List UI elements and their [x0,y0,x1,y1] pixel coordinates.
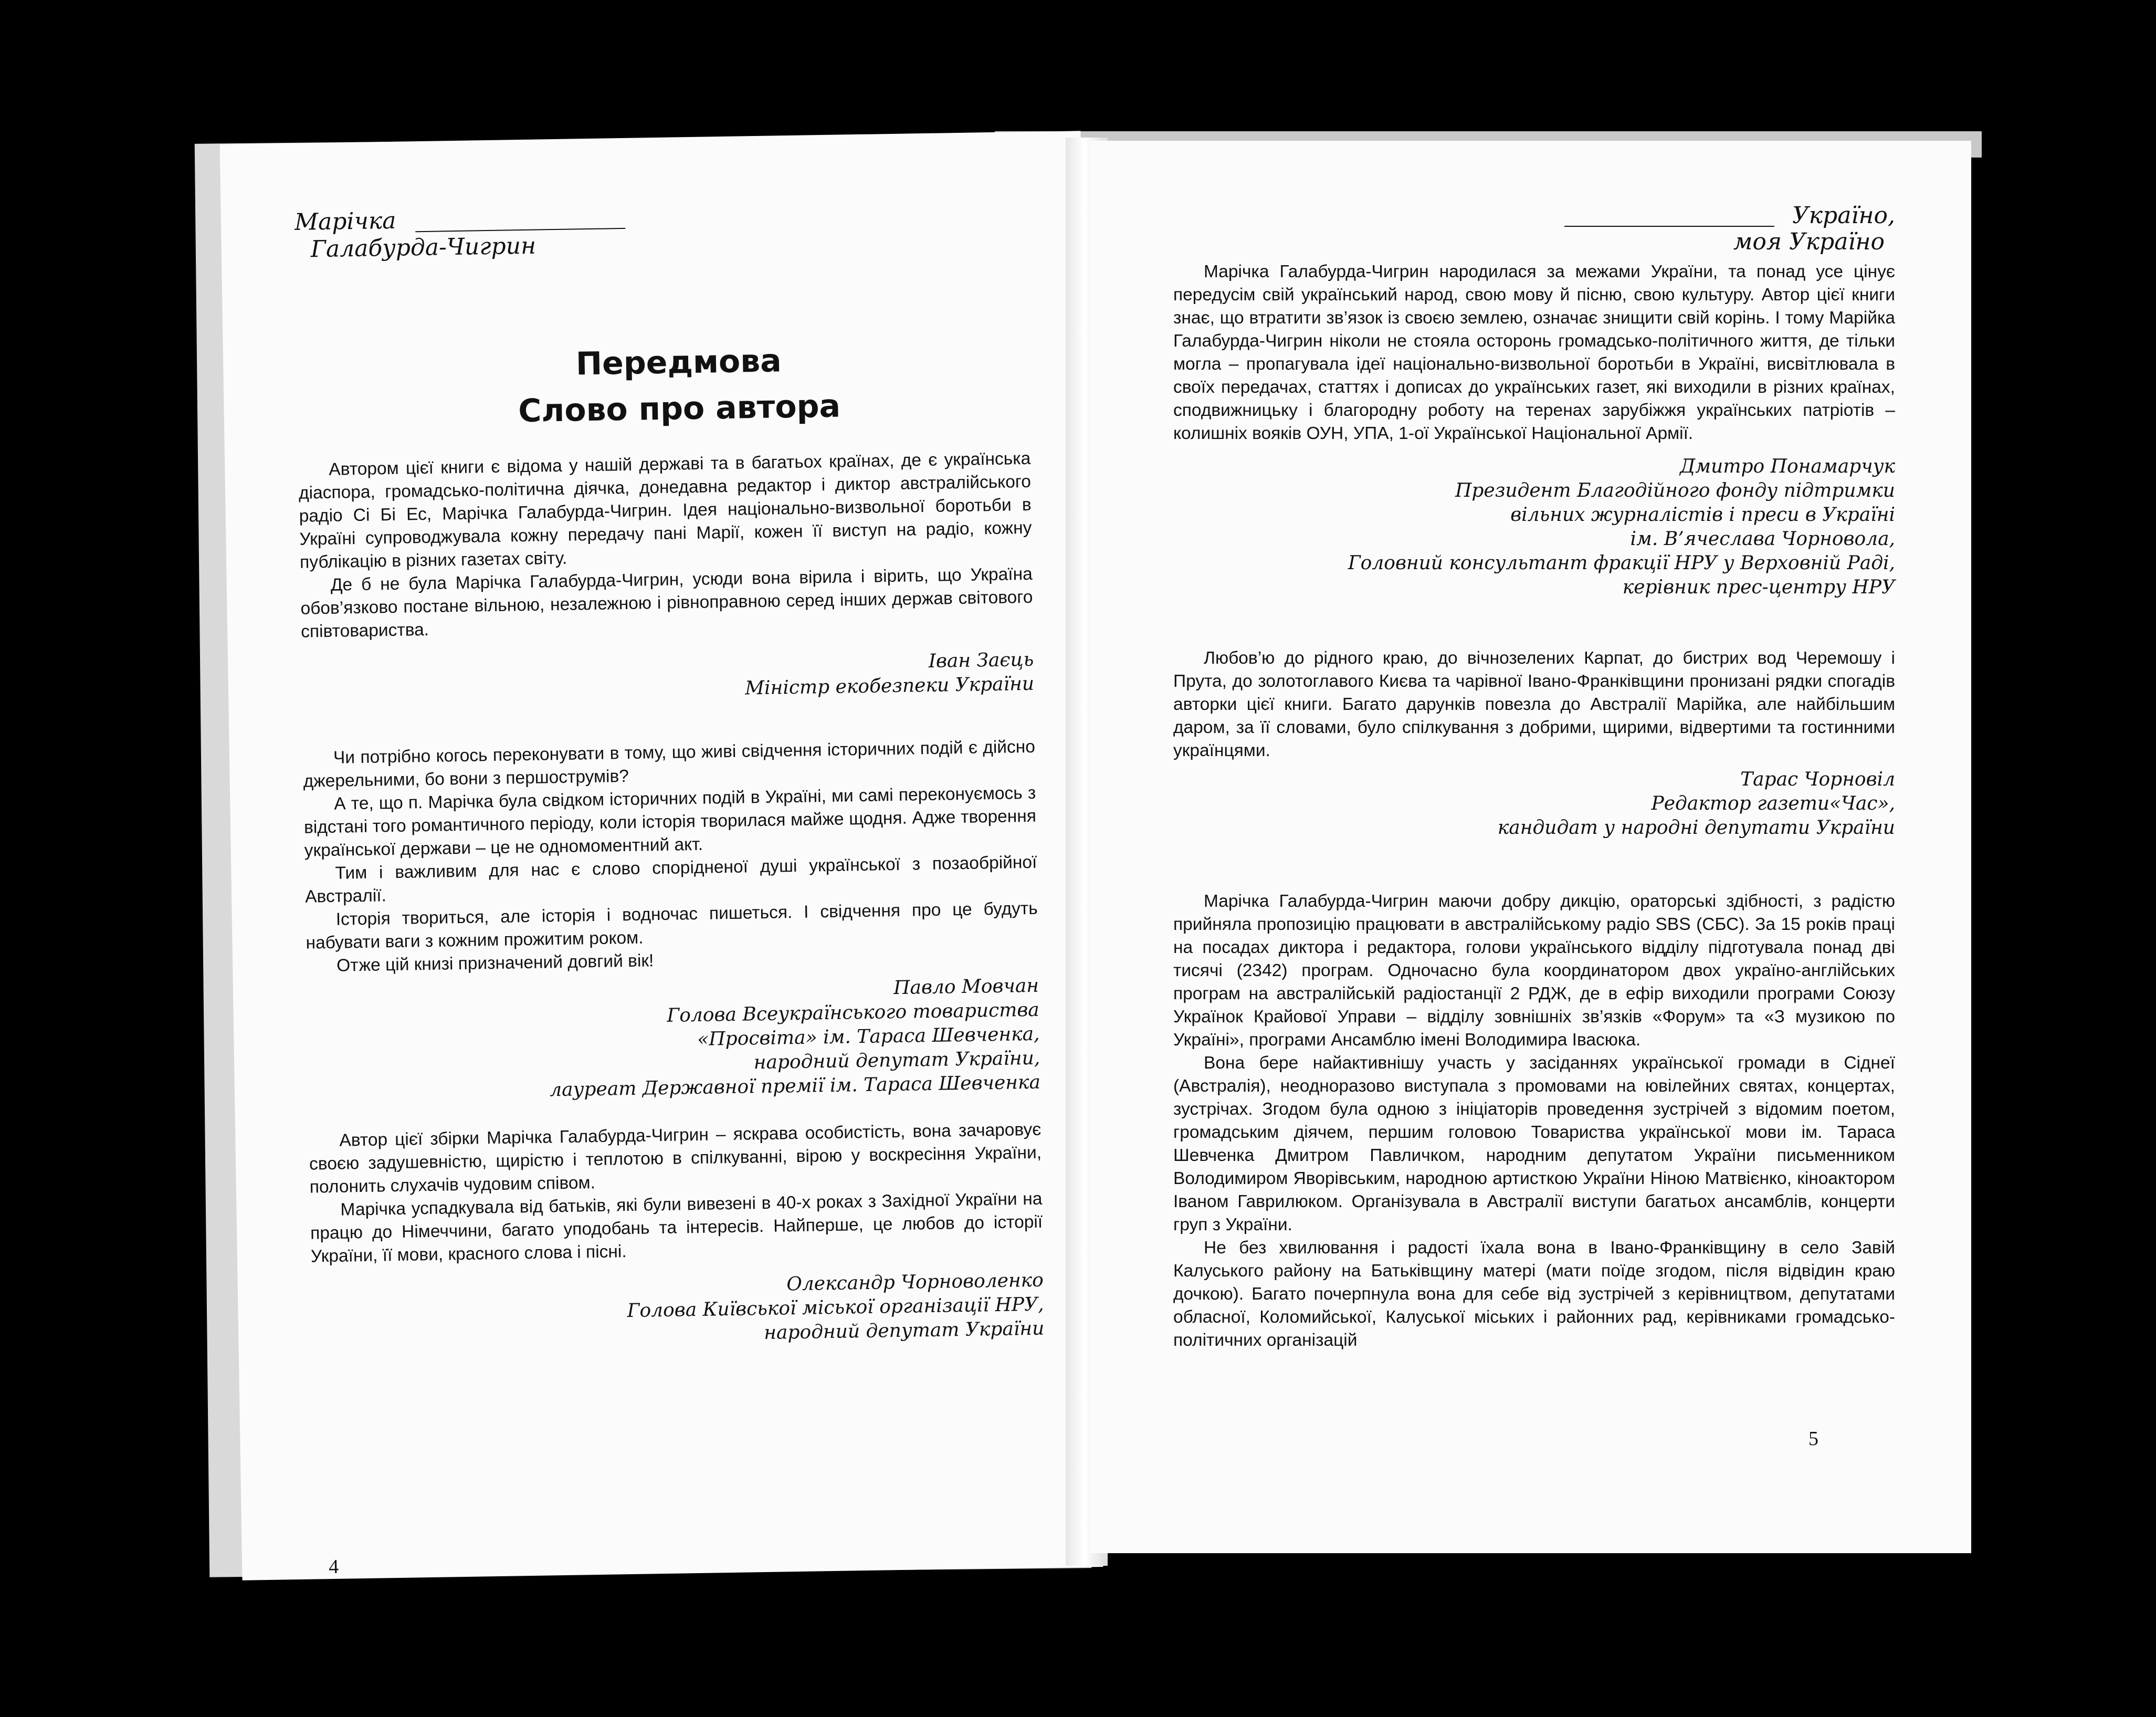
paragraph: Вона бере найактивнішу участь у засіданнях української громади в Сіднеї (Австралія), неодноразово виступала з промовами на ювілейних святах, концертах, зустрічах. Згодом була одною з ініціаторів проведення зустрічей з відомим поетом, громадським діячем, першим головою Товариства української мови ім. Тараса Шевченка Дмитром Павличком, народним депутатом України письменником Володимиром Яворівським, народною артисткою України Ніною Матвієнко, кіноактором Іваном Гаврилюком. Організувала в Австралії виступи багатьох ансамблів, концерти груп з України. [1173,1053,1895,1234]
paragraph: Тим і важливим для нас є слово спорідненої душі української з позаобрійної Австралії. [304,852,1037,907]
paragraph: Марічка Галабурда-Чигрин народилася за межами України, та понад усе цінує передусім свій український народ, свою мову й пісню, свою культуру. Автор цієї книги знає, що втратити зв’язок із своєю землею, означає знищити свій корінь. І тому Марійка Галабурда-Чигрин ніколи не стояла осторонь громадсько-політичного життя, де тільки могла – пропагувала ідеї національно-визвольної боротьби в Україні, висвітлювала в своїх передачах, статтях і дописах до українських газет, які виходили в різних країнах, сподвижницьку і благородну роботу на теренах зарубіжжя українських патріотів – колишніх вояків ОУН, УПА, 1-ої Української Національної Армії. [1173,262,1895,443]
header-name-line1: Марічка [294,207,396,236]
signature-block [307,974,1040,1106]
signature-title: Президент Благодійного фонду підтримки [1455,480,1895,501]
paragraph: Марічка успадкувала від батьків, які були вивезені в 40-х роках з Західної України на працю до Німеччини, багато уподобань та інтересів. Найперше, це любов до історії України, її мови, красного слова і пісні. [310,1189,1043,1266]
signature-block [1173,455,1895,600]
signature-title: Голова Київської міської організації НРУ, [627,1293,1044,1322]
signature-title: «Просвіта» ім. Тараса Шевченка, [697,1023,1040,1050]
header-name-line2: Галабурда-Чигрин [310,232,537,263]
signature-block [1173,768,1895,840]
paragraph: Любов’ю до рідного краю, до вічнозелених Карпат, до бистрих вод Черемошу і Прута, до золотоглавого Києва та чарівної Івано-Франківщини пронизані рядки спогадів авторки цієї книги. Багато дарунків повезла до Австралії Марійка, але найбільшим даром, за її словами, було спілкування з добрими, щирими, відвертими та гостинними українцями. [1173,648,1895,760]
signature-title: Голова Всеукраїнського товариства [667,999,1040,1027]
running-header-left [295,197,1028,288]
right-page [1089,141,1971,1553]
signature-title: Головний консультант фракції НРУ у Верховній Раді, [1348,552,1895,574]
signature-name: Дмитро Понамарчук [1680,456,1895,477]
chapter-title [328,334,1030,437]
header-line1: Україно, [1792,202,1895,229]
title-line2: Слово про автора [518,388,841,430]
signature-title: ім. В’ячеслава Чорновола, [1630,528,1895,550]
page-number: 5 [1808,1428,1818,1450]
paragraph: Історія твориться, але історія і водночас пишеться. І свідчення про це будуть набувати ваги з кожним прожитим роком. [306,898,1038,953]
signature-title: народний депутат України [763,1317,1045,1344]
signature-title: Редактор газети«Час», [1651,793,1895,814]
section-1 [1173,260,1895,445]
page-number: 4 [328,1555,339,1578]
signature-name: Олександр Чорноволенко [786,1269,1044,1295]
paragraph: Де б не була Марічка Галабурда-Чигрин, усюди вона вірила і вірить, що Україна обов’язково постане вільною, незалежною і рівноправною серед інших держав світового співтовариства. [300,564,1033,642]
signature-title: Міністр екобезпеки України [744,673,1035,699]
paragraph: Автор цієї збірки Марічка Галабурда-Чигрин – яскрава особистість, вона зачаровує своєю задушевністю, щирістю і теплотою в спілкуванні, вірою у воскресіння України, полонить слухачів чудовим співом. [309,1119,1042,1197]
signature-name: Іван Заєць [928,648,1034,672]
signature-name: Тарас Чорновіл [1740,769,1895,790]
signature-block [311,1269,1045,1353]
paragraph: Не без хвилювання і радості їхала вона в Івано-Франківщину в село Завій Калуського району на Батьківщину матері (мати поїде згодом, після відвідин краю дочкою). Багато почерпнула вона для себе від зустрічей з керівництвом, депутатами обласної, Коломийської, Калуської міських і районних рад, керівниками громадсько-політичних організацій [1173,1238,1895,1350]
header-line2: моя Україно [1733,228,1885,255]
left-page [220,131,1103,1580]
signature-title: вільних журналістів і преси в Україні [1510,504,1895,526]
signature-name: Павло Мовчан [893,975,1039,999]
running-header-right [1173,203,1895,255]
section-2 [1173,647,1895,762]
title-line1: Передмова [575,342,782,383]
paragraph: Автором цієї книги є відома у нашій державі та в багатьох країнах, де є українська діаспора, громадсько-політична діячка, донедавна редактор і диктор австралійського радіо Сі Бі Ес, Марічка Галабурда-Чигрин. Ідея національно-визвольної боротьби в Україні супроводжувала кожну передачу пані Марії, кожен її виступ на радіо, кожну публікацію в різних газетах світу. [298,448,1032,572]
section-3 [309,1118,1043,1269]
signature-title: народний депутат України, [753,1047,1040,1074]
signature-title: лауреат Державної премії ім. Тараса Шевченка [549,1071,1041,1101]
signature-title: керівник прес-центру НРУ [1622,577,1895,598]
section-3 [1173,890,1895,1352]
signature-title: кандидат у народні депутати України [1497,817,1895,839]
section-2 [303,736,1039,978]
section-1 [298,447,1033,644]
paragraph: Чи потрібно когось переконувати в тому, що живі свідчення історичних подій є дійсно джерельними, бо вони з першострумів? [303,737,1036,791]
paragraph: А те, що п. Марічка була свідком історичних подій в Україні, ми самі переконуємось з відстані того романтичного періоду, коли історія творилася майже щодня. Адже творення української держави – це не одномоментний акт. [303,783,1037,861]
paragraph: Отже цій книзі призначений довгий вік! [336,951,654,976]
paragraph: Марічка Галабурда-Чигрин маючи добру дикцію, ораторські здібності, з радістю прийняла пропозицію працювати в австралійському радіо SBS (СБС). За 15 років праці на посадах диктора і редактора, голови українського відділу підготувала понад дві тисячі (2342) програм. Одночасно була координатором двох україно-англійських програм на австралійській радіостанції 2 РДЖ, де в ефір виходили програми Союзу Українок Крайової Управи – відділу зовнішніх зв’язків «Форум» та «З музикою по Україні», програми Ансамблю імені Володимира Івасюка. [1173,892,1895,1050]
header-rule [1564,226,1774,227]
